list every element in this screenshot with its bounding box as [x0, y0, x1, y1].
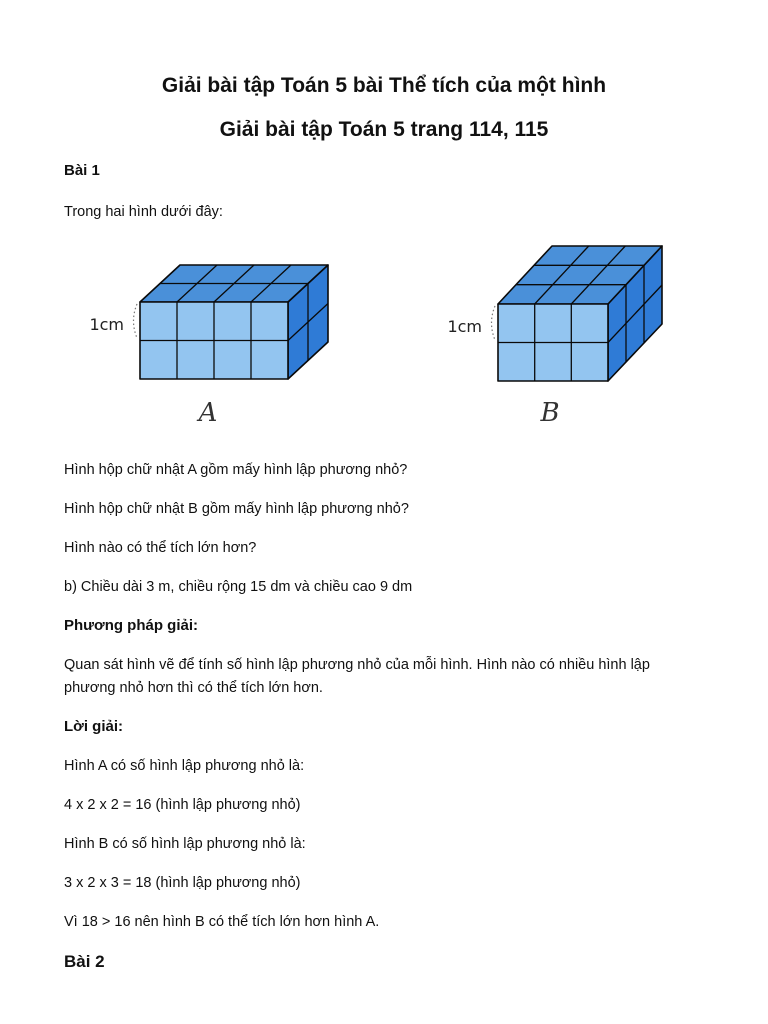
unit-label-a: 1cm	[89, 315, 124, 334]
exercise-1-heading: Bài 1	[64, 162, 100, 179]
solution-line-1: Hình A có số hình lập phương nhỏ là:	[64, 758, 305, 774]
solution-heading: Lời giải:	[64, 718, 123, 735]
figure-a-label: A	[198, 398, 218, 428]
intro-text: Trong hai hình dưới đây:	[64, 204, 223, 220]
box-b	[447, 246, 662, 428]
exercise-2-heading: Bài 2	[64, 952, 105, 971]
question-1: Hình hộp chữ nhật A gồm mấy hình lập phương nhỏ?	[64, 462, 408, 478]
solution-line-5: Vì 18 > 16 nên hình B có thể tích lớn hơn hình A.	[64, 914, 380, 930]
solution-line-4: 3 x 2 x 3 = 18 (hình lập phương nhỏ)	[64, 875, 301, 891]
unit-label-b: 1cm	[447, 317, 482, 336]
box-a	[89, 265, 328, 428]
page-title: Giải bài tập Toán 5 bài Thể tích của một hình	[161, 74, 607, 97]
solution-line-3: Hình B có số hình lập phương nhỏ là:	[64, 836, 306, 852]
question-3: Hình nào có thể tích lớn hơn?	[64, 540, 257, 556]
question-2: Hình hộp chữ nhật B gồm mấy hình lập phương nhỏ?	[64, 501, 409, 517]
page-subtitle: Giải bài tập Toán 5 trang 114, 115	[219, 118, 549, 141]
method-text: Quan sát hình vẽ để tính số hình lập phương nhỏ của mỗi hình. Hình nào có nhiều hình lập phương nhỏ hơn thì có thể tích lớn hơn.	[64, 657, 650, 696]
question-4: b) Chiều dài 3 m, chiều rộng 15 dm và chiều cao 9 dm	[64, 579, 413, 595]
solution-line-2: 4 x 2 x 2 = 16 (hình lập phương nhỏ)	[64, 797, 301, 813]
method-heading: Phương pháp giải:	[64, 617, 199, 634]
figure-b-label: B	[540, 398, 560, 428]
cube-figure	[80, 238, 700, 438]
